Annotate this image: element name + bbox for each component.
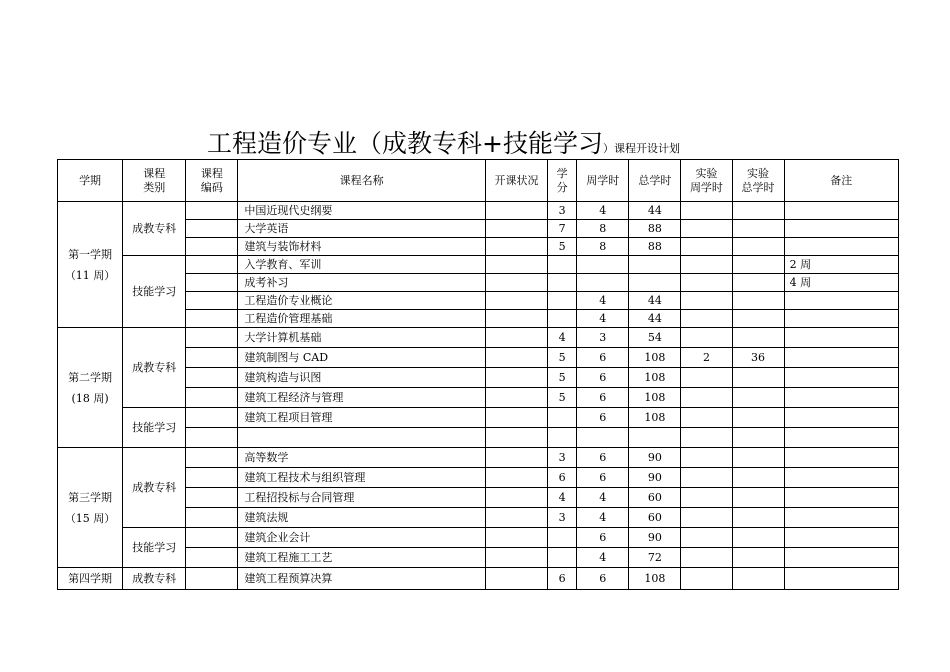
name-cell	[238, 428, 486, 448]
name-cell: 建筑企业会计	[238, 528, 486, 548]
credit-cell	[548, 292, 577, 310]
table-row	[58, 256, 899, 274]
term-cell	[58, 448, 123, 568]
header-course-name: 课程名称	[238, 160, 486, 202]
total-cell: 108	[629, 388, 681, 408]
lab-weekly-cell	[681, 448, 732, 468]
total-cell: 44	[629, 292, 681, 310]
category-cell: 成教专科	[123, 328, 186, 408]
code-cell	[186, 388, 238, 408]
total-cell: 60	[629, 508, 681, 528]
status-cell	[485, 488, 547, 508]
name-cell: 工程招投标与合同管理	[238, 488, 486, 508]
table-row	[58, 408, 899, 428]
code-cell	[186, 568, 238, 590]
lab-total-cell	[732, 528, 784, 548]
code-cell	[186, 488, 238, 508]
weekly-cell: 6	[577, 368, 629, 388]
code-cell	[186, 202, 238, 220]
weekly-cell: 6	[577, 408, 629, 428]
lab-weekly-cell	[681, 388, 732, 408]
status-cell	[485, 348, 547, 368]
header-lab-total: 实验 总学时	[732, 160, 784, 202]
lab-total-cell	[732, 328, 784, 348]
table-row	[58, 528, 899, 548]
lab-weekly-cell	[681, 292, 732, 310]
name-cell: 建筑与装饰材料	[238, 238, 486, 256]
name-cell: 建筑工程经济与管理	[238, 388, 486, 408]
credit-cell: 3	[548, 508, 577, 528]
note-cell	[784, 548, 898, 568]
credit-cell: 3	[548, 448, 577, 468]
lab-weekly-cell	[681, 256, 732, 274]
credit-cell	[548, 408, 577, 428]
name-cell: 大学英语	[238, 220, 486, 238]
header-credit: 学 分	[548, 160, 577, 202]
status-cell	[485, 408, 547, 428]
status-cell	[485, 548, 547, 568]
name-cell: 成考补习	[238, 274, 486, 292]
credit-cell: 5	[548, 368, 577, 388]
total-cell: 72	[629, 548, 681, 568]
weekly-cell: 4	[577, 548, 629, 568]
total-cell: 44	[629, 310, 681, 328]
table-row	[58, 448, 899, 468]
term-label: 第四学期	[68, 572, 113, 585]
credit-cell: 7	[548, 220, 577, 238]
status-cell	[485, 468, 547, 488]
total-cell: 90	[629, 528, 681, 548]
status-cell	[485, 328, 547, 348]
table-row	[58, 568, 899, 590]
note-cell	[784, 310, 898, 328]
lab-total-cell	[732, 508, 784, 528]
lab-weekly-cell	[681, 528, 732, 548]
credit-cell: 6	[548, 468, 577, 488]
weekly-cell	[577, 428, 629, 448]
name-cell: 建筑工程技术与组织管理	[238, 468, 486, 488]
lab-total-cell	[732, 310, 784, 328]
status-cell	[485, 238, 547, 256]
name-cell: 工程造价管理基础	[238, 310, 486, 328]
name-cell: 建筑制图与 CAD	[238, 348, 486, 368]
header-code: 课程 编码	[186, 160, 238, 202]
status-cell	[485, 428, 547, 448]
lab-total-cell	[732, 220, 784, 238]
term-weeks: (18 周)	[71, 391, 109, 405]
name-cell: 建筑工程项目管理	[238, 408, 486, 428]
credit-cell: 5	[548, 348, 577, 368]
lab-weekly-cell	[681, 568, 732, 590]
header-category: 课程 类别	[123, 160, 186, 202]
total-cell	[629, 274, 681, 292]
table-row	[58, 328, 899, 348]
term-label: 第二学期	[68, 370, 113, 384]
note-cell	[784, 408, 898, 428]
note-cell	[784, 528, 898, 548]
name-cell: 建筑构造与识图	[238, 368, 486, 388]
code-cell	[186, 368, 238, 388]
note-cell	[784, 488, 898, 508]
weekly-cell: 3	[577, 328, 629, 348]
code-cell	[186, 328, 238, 348]
category-cell: 技能学习	[123, 256, 186, 328]
total-cell: 108	[629, 348, 681, 368]
name-cell: 高等数学	[238, 448, 486, 468]
lab-weekly-cell	[681, 220, 732, 238]
note-cell	[784, 238, 898, 256]
credit-cell: 3	[548, 202, 577, 220]
lab-weekly-cell	[681, 310, 732, 328]
lab-weekly-cell	[681, 508, 732, 528]
name-cell: 建筑法规	[238, 508, 486, 528]
note-cell	[784, 508, 898, 528]
weekly-cell: 6	[577, 448, 629, 468]
weekly-cell	[577, 256, 629, 274]
total-cell	[629, 428, 681, 448]
status-cell	[485, 310, 547, 328]
code-cell	[186, 528, 238, 548]
name-cell: 建筑工程预算决算	[238, 568, 486, 590]
credit-cell: 5	[548, 388, 577, 408]
lab-total-cell: 36	[732, 348, 784, 368]
lab-total-cell	[732, 408, 784, 428]
total-cell: 108	[629, 408, 681, 428]
total-cell: 108	[629, 368, 681, 388]
lab-total-cell	[732, 238, 784, 256]
name-cell: 入学教育、军训	[238, 256, 486, 274]
lab-total-cell	[732, 256, 784, 274]
note-cell	[784, 428, 898, 448]
credit-cell: 4	[548, 488, 577, 508]
header-weekly-hours: 周学时	[577, 160, 629, 202]
code-cell	[186, 408, 238, 428]
header-lab-weekly: 实验 周学时	[681, 160, 732, 202]
weekly-cell: 6	[577, 568, 629, 590]
name-cell: 大学计算机基础	[238, 328, 486, 348]
category-cell: 成教专科	[123, 448, 186, 528]
term-weeks: （15 周）	[64, 511, 116, 525]
title-main: 工程造价专业（成教专科+技能学习	[207, 129, 603, 158]
lab-total-cell	[732, 488, 784, 508]
status-cell	[485, 528, 547, 548]
note-cell: 4 周	[784, 274, 898, 292]
term-label: 第三学期	[68, 490, 113, 504]
lab-weekly-cell	[681, 428, 732, 448]
status-cell	[485, 448, 547, 468]
total-cell: 88	[629, 238, 681, 256]
credit-cell	[548, 548, 577, 568]
total-cell: 60	[629, 488, 681, 508]
weekly-cell: 8	[577, 238, 629, 256]
note-cell	[784, 220, 898, 238]
note-cell	[784, 368, 898, 388]
note-cell	[784, 388, 898, 408]
title-suffix: ）课程开设计划	[602, 142, 680, 155]
category-cell: 成教专科	[123, 202, 186, 256]
lab-weekly-cell	[681, 468, 732, 488]
weekly-cell: 6	[577, 528, 629, 548]
code-cell	[186, 238, 238, 256]
credit-cell	[548, 274, 577, 292]
lab-total-cell	[732, 388, 784, 408]
total-cell	[629, 256, 681, 274]
weekly-cell: 6	[577, 388, 629, 408]
credit-cell	[548, 528, 577, 548]
credit-cell	[548, 310, 577, 328]
status-cell	[485, 220, 547, 238]
lab-weekly-cell	[681, 368, 732, 388]
term-label: 第一学期	[68, 247, 113, 261]
lab-weekly-cell	[681, 202, 732, 220]
status-cell	[485, 508, 547, 528]
total-cell: 44	[629, 202, 681, 220]
header-term: 学期	[58, 160, 123, 202]
name-cell: 建筑工程施工工艺	[238, 548, 486, 568]
lab-weekly-cell	[681, 328, 732, 348]
header-status: 开课状况	[485, 160, 547, 202]
lab-weekly-cell	[681, 238, 732, 256]
category-cell: 技能学习	[123, 528, 186, 568]
course-plan-table	[57, 159, 899, 590]
note-cell	[784, 292, 898, 310]
status-cell	[485, 568, 547, 590]
weekly-cell: 6	[577, 348, 629, 368]
note-cell	[784, 202, 898, 220]
credit-cell: 5	[548, 238, 577, 256]
lab-total-cell	[732, 448, 784, 468]
term-cell	[58, 568, 123, 590]
lab-total-cell	[732, 548, 784, 568]
term-weeks: （11 周）	[64, 268, 116, 282]
note-cell	[784, 468, 898, 488]
code-cell	[186, 348, 238, 368]
weekly-cell: 4	[577, 310, 629, 328]
lab-weekly-cell	[681, 548, 732, 568]
code-cell	[186, 548, 238, 568]
weekly-cell: 4	[577, 292, 629, 310]
weekly-cell: 6	[577, 468, 629, 488]
lab-total-cell	[732, 274, 784, 292]
status-cell	[485, 388, 547, 408]
term-cell	[58, 328, 123, 448]
lab-weekly-cell: 2	[681, 348, 732, 368]
note-cell	[784, 568, 898, 590]
code-cell	[186, 220, 238, 238]
code-cell	[186, 274, 238, 292]
code-cell	[186, 448, 238, 468]
category-cell: 技能学习	[123, 408, 186, 448]
weekly-cell: 4	[577, 202, 629, 220]
status-cell	[485, 202, 547, 220]
note-cell	[784, 328, 898, 348]
weekly-cell: 4	[577, 508, 629, 528]
term-cell	[58, 202, 123, 328]
lab-total-cell	[732, 428, 784, 448]
total-cell: 90	[629, 468, 681, 488]
code-cell	[186, 256, 238, 274]
note-cell: 2 周	[784, 256, 898, 274]
credit-cell	[548, 428, 577, 448]
status-cell	[485, 368, 547, 388]
weekly-cell: 8	[577, 220, 629, 238]
code-cell	[186, 292, 238, 310]
code-cell	[186, 508, 238, 528]
header-total-hours: 总学时	[629, 160, 681, 202]
status-cell	[485, 256, 547, 274]
credit-cell: 6	[548, 568, 577, 590]
credit-cell: 4	[548, 328, 577, 348]
name-cell: 工程造价专业概论	[238, 292, 486, 310]
lab-weekly-cell	[681, 408, 732, 428]
code-cell	[186, 468, 238, 488]
lab-total-cell	[732, 368, 784, 388]
table-row	[58, 202, 899, 220]
header-note: 备注	[784, 160, 898, 202]
total-cell: 90	[629, 448, 681, 468]
weekly-cell: 4	[577, 488, 629, 508]
lab-total-cell	[732, 202, 784, 220]
weekly-cell	[577, 274, 629, 292]
credit-cell	[548, 256, 577, 274]
total-cell: 108	[629, 568, 681, 590]
header-row	[58, 160, 899, 202]
lab-total-cell	[732, 468, 784, 488]
category-cell: 成教专科	[123, 568, 186, 590]
lab-total-cell	[732, 568, 784, 590]
name-cell: 中国近现代史纲要	[238, 202, 486, 220]
note-cell	[784, 348, 898, 368]
note-cell	[784, 448, 898, 468]
total-cell: 88	[629, 220, 681, 238]
code-cell	[186, 428, 238, 448]
page-title	[207, 126, 907, 162]
lab-weekly-cell	[681, 274, 732, 292]
code-cell	[186, 310, 238, 328]
lab-weekly-cell	[681, 488, 732, 508]
lab-total-cell	[732, 292, 784, 310]
status-cell	[485, 274, 547, 292]
status-cell	[485, 292, 547, 310]
total-cell: 54	[629, 328, 681, 348]
